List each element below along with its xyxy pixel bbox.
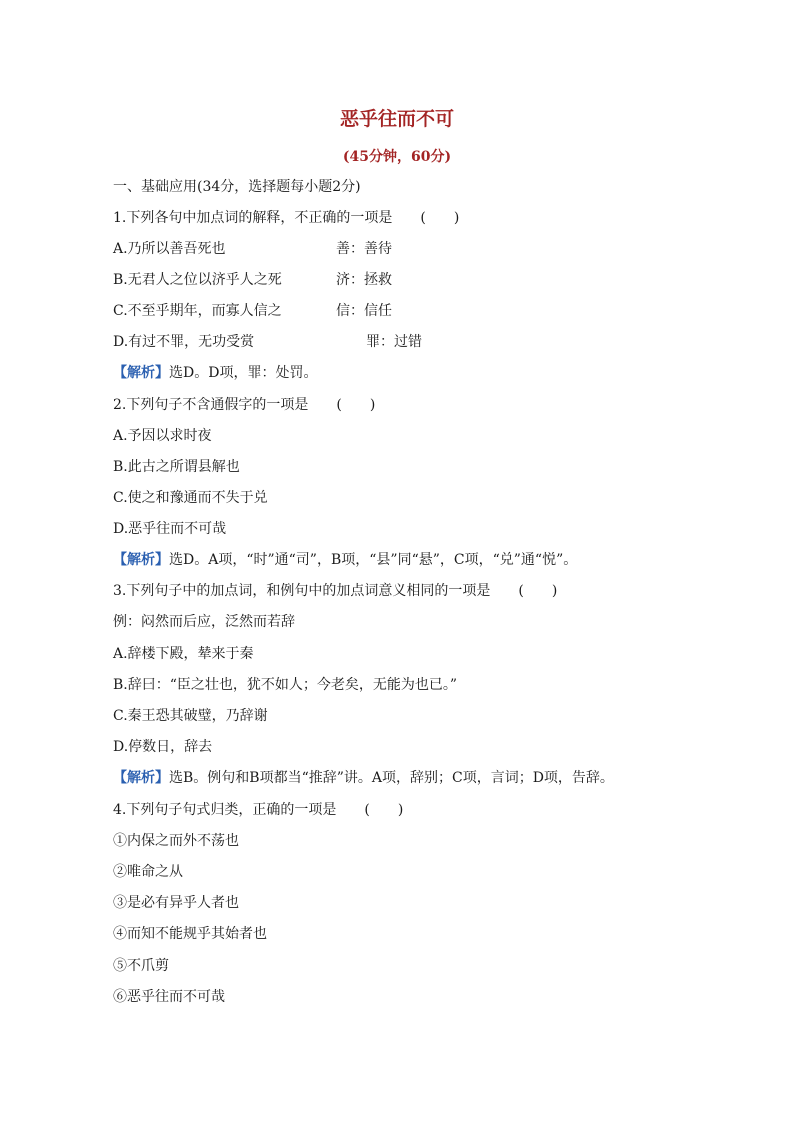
analysis-text: 选D。A项，“时”通“司”，B项，“县”同“悬”，C项，“兑”通“悦”。 bbox=[169, 552, 578, 568]
q3-option-c: C.秦王恐其破璧，乃辞谢 bbox=[113, 708, 268, 724]
q2-option-b: B.此古之所谓县解也 bbox=[113, 459, 240, 475]
q4-item-5: ⑤不爪剪 bbox=[113, 958, 169, 974]
analysis-tag: 【解析】 bbox=[113, 552, 169, 568]
q1-option-d-gloss: 罪：过错 bbox=[366, 334, 422, 350]
analysis-tag: 【解析】 bbox=[113, 365, 169, 381]
q3-option-b: B.辞曰：“臣之壮也，犹不如人；今老矣，无能为也已。” bbox=[113, 677, 458, 693]
page-title: 恶乎往而不可 bbox=[339, 108, 454, 130]
q4-item-4: ④而知不能规乎其始者也 bbox=[113, 926, 267, 942]
q2-option-d: D.恶乎往而不可哉 bbox=[113, 521, 227, 537]
question-2-stem: 2.下列句子不含通假字的一项是 ( ) bbox=[113, 397, 376, 413]
section-heading: 一、基础应用(34分，选择题每小题2分) bbox=[113, 179, 361, 195]
question-1-stem: 1.下列各句中加点词的解释，不正确的一项是 ( ) bbox=[113, 210, 460, 226]
q2-analysis bbox=[113, 551, 577, 569]
q1-option-d: D.有过不罪，无功受赏 bbox=[113, 334, 255, 350]
q1-option-b-gloss: 济：拯救 bbox=[336, 272, 392, 288]
q4-item-3: ③是必有异乎人者也 bbox=[113, 895, 239, 911]
analysis-tag: 【解析】 bbox=[113, 770, 169, 786]
page-subtitle: (45分钟，60分) bbox=[342, 149, 452, 165]
q1-analysis bbox=[113, 364, 317, 382]
q3-analysis bbox=[113, 769, 614, 787]
q1-option-b: B.无君人之位以济乎人之死 bbox=[113, 272, 282, 288]
q2-option-a: A.予因以求时夜 bbox=[113, 428, 212, 444]
q4-item-6: ⑥恶乎往而不可哉 bbox=[113, 989, 225, 1005]
q2-option-c: C.使之和豫通而不失于兑 bbox=[113, 490, 268, 506]
q1-option-c-gloss: 信：信任 bbox=[336, 303, 392, 319]
question-4-stem: 4.下列句子句式归类，正确的一项是 ( ) bbox=[113, 802, 404, 818]
analysis-text: 选D。D项，罪：处罚。 bbox=[169, 365, 318, 381]
q1-option-c: C.不至乎期年，而寡人信之 bbox=[113, 303, 282, 319]
q4-item-1: ①内保之而外不荡也 bbox=[113, 833, 239, 849]
analysis-text: 选B。例句和B项都当“推辞”讲。A项，辞别；C项，言词；D项，告辞。 bbox=[169, 770, 614, 786]
q4-item-2: ②唯命之从 bbox=[113, 864, 183, 880]
q3-option-d: D.停数日，辞去 bbox=[113, 739, 213, 755]
q3-example: 例：闷然而后应，泛然而若辞 bbox=[113, 614, 295, 630]
q1-option-a: A.乃所以善吾死也 bbox=[113, 241, 226, 257]
q3-option-a: A.辞楼下殿，辇来于秦 bbox=[113, 646, 254, 662]
q1-option-a-gloss: 善：善待 bbox=[336, 241, 392, 257]
question-3-stem: 3.下列句子中的加点词，和例句中的加点词意义相同的一项是 ( ) bbox=[113, 583, 558, 599]
